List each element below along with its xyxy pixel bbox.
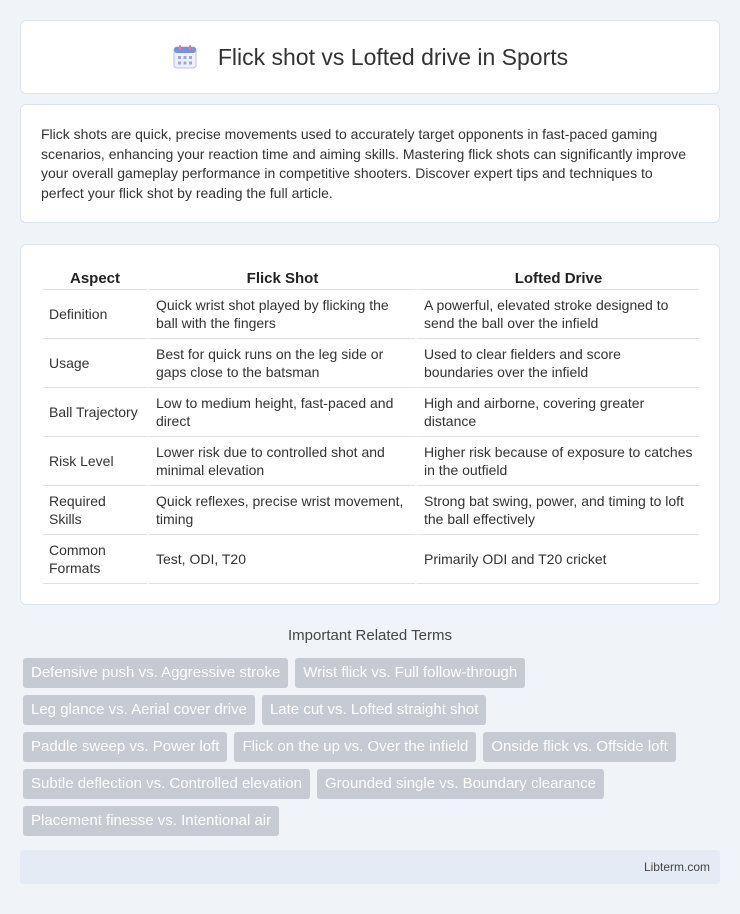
table-row: [43, 290, 699, 339]
footer: [20, 850, 720, 884]
row-aspect: Required Skills: [43, 486, 147, 535]
row-aspect: Usage: [43, 339, 147, 388]
related-term-tag[interactable]: Late cut vs. Lofted straight shot: [262, 695, 486, 725]
row-flick-shot: Quick reflexes, precise wrist movement, timing: [147, 486, 415, 535]
table-row: [43, 535, 699, 584]
page-title: Flick shot vs Lofted drive in Sports: [217, 43, 569, 70]
row-flick-shot: Lower risk due to controlled shot and minimal elevation: [147, 437, 415, 486]
row-aspect: Ball Trajectory: [43, 388, 147, 437]
row-flick-shot: Best for quick runs on the leg side or gaps close to the batsman: [147, 339, 415, 388]
intro-text: Flick shots are quick, precise movements used to accurately target opponents in fast-paced gaming scenarios, enhancing your reaction time and aiming skills. Mastering flick shots can significantly improve your overall gameplay performance in competitive shooters. Discover expert tips and techniques to perfect your flick shot by reading the full article.: [41, 126, 687, 201]
related-term-tag[interactable]: Paddle sweep vs. Power loft: [23, 732, 227, 762]
row-flick-shot: Test, ODI, T20: [147, 535, 415, 584]
related-term-tag[interactable]: Leg glance vs. Aerial cover drive: [23, 695, 255, 725]
related-terms-title: Important Related Terms: [288, 627, 452, 644]
intro-card: [20, 104, 720, 223]
row-aspect: Definition: [43, 290, 147, 339]
related-term-tag[interactable]: Flick on the up vs. Over the infield: [234, 732, 476, 762]
header-aspect: Aspect: [43, 265, 147, 290]
tag-row: [23, 658, 723, 688]
row-lofted-drive: Higher risk because of exposure to catches in the outfield: [415, 437, 699, 486]
tag-row: [23, 806, 723, 836]
table-header-row: [43, 265, 699, 290]
row-lofted-drive: High and airborne, covering greater distance: [415, 388, 699, 437]
row-lofted-drive: Strong bat swing, power, and timing to loft the ball effectively: [415, 486, 699, 535]
row-lofted-drive: A powerful, elevated stroke designed to send the ball over the infield: [415, 290, 699, 339]
row-lofted-drive: Used to clear fielders and score boundaries over the infield: [415, 339, 699, 388]
row-aspect: Common Formats: [43, 535, 147, 584]
related-terms-list: [23, 658, 723, 843]
table-row: [43, 339, 699, 388]
calendar-icon: [172, 44, 198, 70]
row-lofted-drive: Primarily ODI and T20 cricket: [415, 535, 699, 584]
comparison-table: [43, 265, 699, 584]
related-term-tag[interactable]: Defensive push vs. Aggressive stroke: [23, 658, 288, 688]
header-lofted-drive: Lofted Drive: [415, 265, 699, 290]
related-term-tag[interactable]: Placement finesse vs. Intentional air: [23, 806, 279, 836]
related-term-tag[interactable]: Grounded single vs. Boundary clearance: [317, 769, 604, 799]
tag-row: [23, 732, 723, 762]
header-card: [20, 20, 720, 94]
row-flick-shot: Low to medium height, fast-paced and direct: [147, 388, 415, 437]
related-term-tag[interactable]: Subtle deflection vs. Controlled elevation: [23, 769, 310, 799]
table-row: [43, 486, 699, 535]
row-flick-shot: Quick wrist shot played by flicking the ball with the fingers: [147, 290, 415, 339]
footer-link[interactable]: Libterm.com: [643, 860, 710, 874]
comparison-table-card: [20, 244, 720, 605]
related-term-tag[interactable]: Onside flick vs. Offside loft: [483, 732, 675, 762]
table-row: [43, 388, 699, 437]
table-row: [43, 437, 699, 486]
row-aspect: Risk Level: [43, 437, 147, 486]
related-term-tag[interactable]: Wrist flick vs. Full follow-through: [295, 658, 525, 688]
tag-row: [23, 695, 723, 725]
tag-row: [23, 769, 723, 799]
header-flick-shot: Flick Shot: [147, 265, 415, 290]
